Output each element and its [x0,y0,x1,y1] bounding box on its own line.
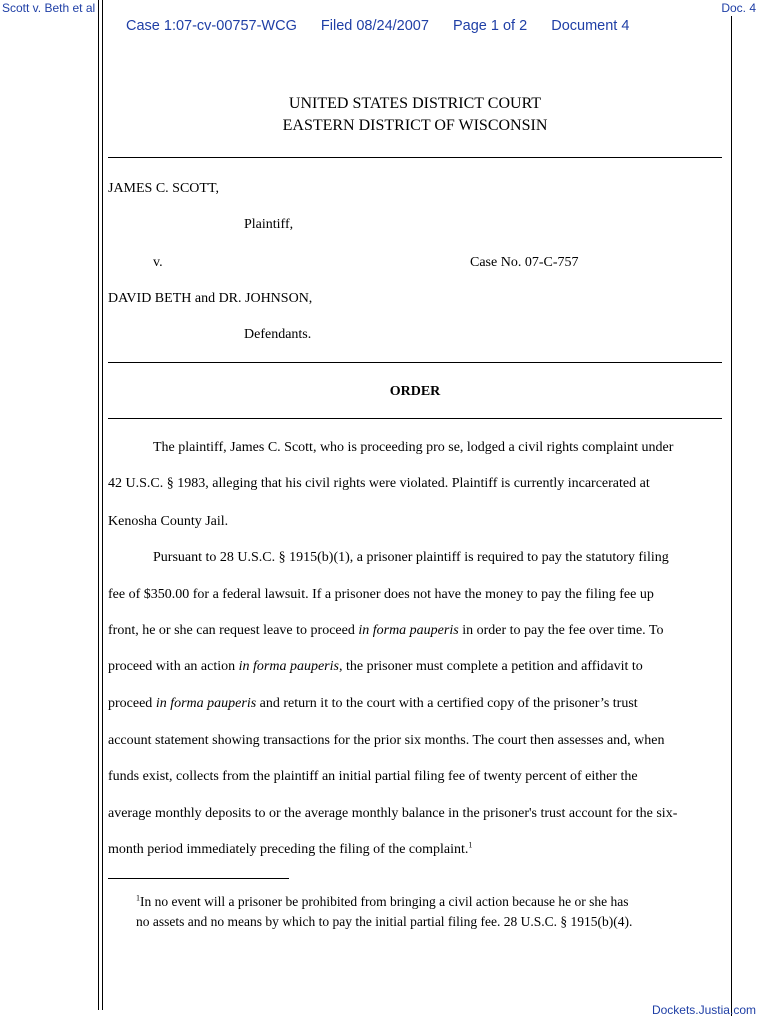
p2-line9: month period immediately preceding the filing of the complaint.$^1$ [108,840,473,857]
justia-link[interactable]: Dockets.Justia.com [651,1003,756,1017]
caption-top-rule [108,157,722,158]
case-number: Case No. 07-C-757 [470,255,579,270]
footnote-line1: $^1$In no event will a prisoner be prohibited from bringing a civil action because he or she has [136,893,629,909]
docket-title-stamp[interactable]: Scott v. Beth et al [2,1,96,15]
order-title: ORDER [389,384,441,399]
p2-line5: proceed in forma pauperis and return it to the court with a certified copy of the prisoner’s trust [108,696,638,711]
footnote-marker: 1 [136,893,140,903]
plaintiff-name: JAMES C. SCOTT, [108,181,219,196]
versus: v. [153,255,163,270]
p1-line1: The plaintiff, James C. Scott, who is proceeding pro se, lodged a civil rights complaint under [153,440,674,455]
p1-line3: Kenosha County Jail. [108,514,229,529]
footnote-line2: no assets and no means by which to pay the initial partial filing fee. 28 U.S.C. § 1915(b)(4). [136,914,633,929]
header-filed: Filed 08/24/2007 [320,18,429,34]
p2-line8: average monthly deposits to or the average monthly balance in the prisoner's trust account for the six- [108,806,678,821]
p2-line4: proceed with an action in forma pauperis, the prisoner must complete a petition and affidavit to [108,659,643,674]
p2-line6: account statement showing transactions for the prior six months. The court then assesses and, when [108,733,665,748]
footnote-rule [108,878,289,879]
p2-line1: Pursuant to 28 U.S.C. § 1915(b)(1), a prisoner plaintiff is required to pay the statutory filing [153,550,669,565]
defendants-name: DAVID BETH and DR. JOHNSON, [108,291,313,306]
p1-line2: 42 U.S.C. § 1983, alleging that his civil rights were violated. Plaintiff is currently incarcerated at [108,476,650,491]
left-margin-line-outer [98,0,99,1010]
order-bottom-rule [108,418,722,419]
left-margin-line-inner [102,0,103,1010]
footnote-reference: 1 [468,840,473,850]
p2-line3: front, he or she can request leave to proceed in forma pauperis in order to pay the fee over time. To [108,623,664,638]
latin-phrase: in forma pauperis [155,696,257,711]
plaintiff-role: Plaintiff, [244,217,294,232]
header-case: Case 1:07-cv-00757-WCG [126,18,297,34]
doc-number-stamp[interactable]: Doc. 4 [721,1,756,15]
header-page: Page 1 of 2 [453,18,528,34]
filing-header [126,18,629,34]
p2-line2: fee of $350.00 for a federal lawsuit. If a prisoner does not have the money to pay the filing fee up [108,587,654,602]
court-name-line2: EASTERN DISTRICT OF WISCONSIN [282,117,548,134]
p2-line7: funds exist, collects from the plaintiff an initial partial filing fee of twenty percent of either the [108,769,638,784]
latin-phrase: in forma pauperis [358,623,459,638]
header-document: Document 4 [551,18,630,34]
defendants-role: Defendants. [244,327,312,342]
latin-phrase: in forma pauperis [238,659,339,674]
court-name-line1: UNITED STATES DISTRICT COURT [288,95,542,112]
caption-bottom-rule [108,362,722,363]
right-margin-line [731,16,732,1016]
